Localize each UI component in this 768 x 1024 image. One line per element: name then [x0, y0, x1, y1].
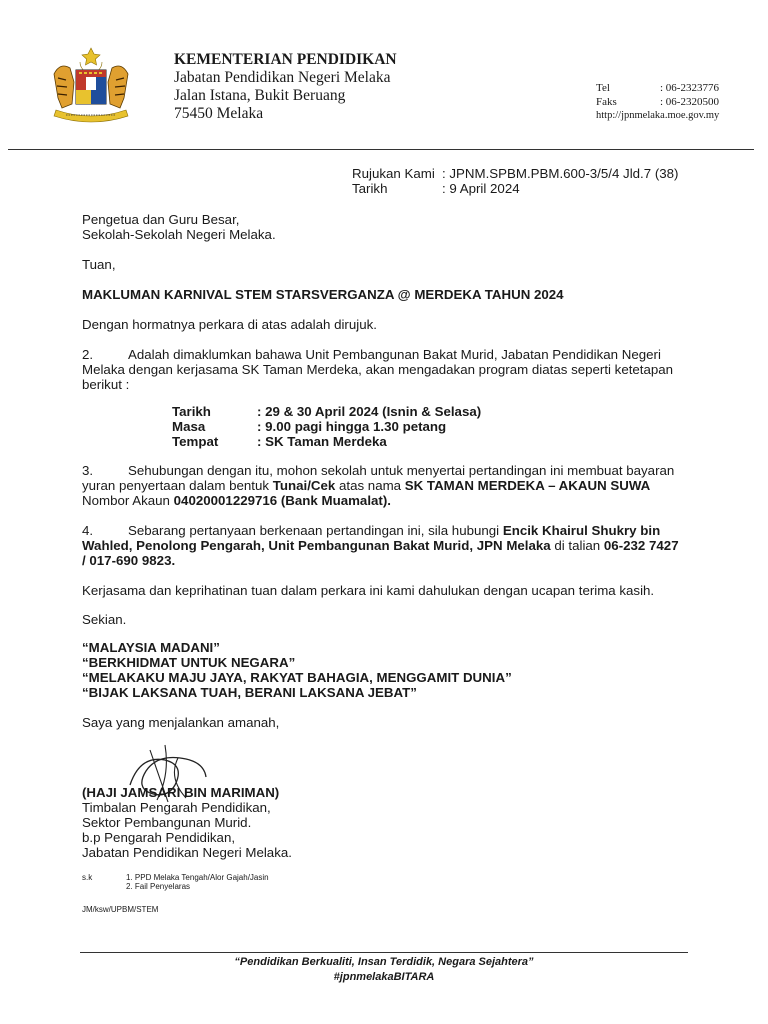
footer-divider	[80, 952, 688, 953]
para4-line-1: Sebarang pertanyaan berkenaan pertandingan ini, sila hubungi Encik Khairul Shukry bin	[128, 523, 661, 538]
website-link[interactable]: http://jpnmelaka.moe.gov.my	[596, 110, 720, 121]
para4-line-2: Wahled, Penolong Pengarah, Unit Pembangunan Bakat Murid, JPN Melaka di talian 06-232 7427	[82, 538, 679, 553]
signatory-title-1: Timbalan Pengarah Pendidikan,	[82, 800, 271, 815]
address-line-2: 75450 Melaka	[174, 105, 264, 122]
ref-value: : JPNM.SPBM.PBM.600-3/5/4 Jld.7 (38)	[442, 166, 679, 181]
detail-value-time: : 9.00 pagi hingga 1.30 petang	[257, 419, 447, 434]
para2-line-1: Adalah dimaklumkan bahawa Unit Pembangunan Bakat Murid, Jabatan Pendidikan Negeri	[128, 347, 661, 362]
detail-value-venue: : SK Taman Merdeka	[257, 434, 387, 449]
para3-number: 3.	[82, 463, 94, 478]
para2-number: 2.	[82, 347, 94, 362]
ref-label: Rujukan Kami	[352, 166, 435, 181]
signatory-name: (HAJI JAMSARI BIN MARIMAN)	[82, 785, 280, 800]
detail-label-date: Tarikh	[172, 404, 211, 419]
signatory-title-4: Jabatan Pendidikan Negeri Melaka.	[82, 845, 292, 860]
subject-heading: MAKLUMAN KARNIVAL STEM STARSVERGANZA @ MERDEKA TAHUN 2024	[82, 287, 564, 302]
cc-item-1: 1. PPD Melaka Tengah/Alor Gajah/Jasin	[126, 873, 269, 882]
para2-line-2: Melaka dengan kerjasama SK Taman Merdeka, akan mengadakan program diatas seperti ketetapan	[82, 362, 674, 377]
intro-paragraph: Dengan hormatnya perkara di atas adalah dirujuk.	[82, 317, 377, 332]
ministry-name: KEMENTERIAN PENDIDIKAN	[174, 51, 397, 68]
recipient-line-2: Sekolah-Sekolah Negeri Melaka.	[82, 227, 276, 242]
fax-value: : 06-2320500	[660, 96, 719, 108]
signatory-title-3: b.p Pengarah Pendidikan,	[82, 830, 236, 845]
para3-line-2: yuran penyertaan dalam bentuk Tunai/Cek atas nama SK TAMAN MERDEKA – AKAUN SUWA	[82, 478, 651, 493]
address-line-1: Jalan Istana, Bukit Beruang	[174, 87, 346, 104]
cc-item-2: 2. Fail Penyelaras	[126, 882, 191, 891]
date-label: Tarikh	[352, 181, 388, 196]
slogan-4: “BIJAK LAKSANA TUAH, BERANI LAKSANA JEBAT”	[82, 685, 417, 700]
para2-line-3: berikut :	[82, 377, 130, 392]
detail-label-time: Masa	[172, 419, 206, 434]
detail-label-venue: Tempat	[172, 434, 219, 449]
footer-hashtag: #jpnmelakaBITARA	[333, 971, 435, 983]
tel-label: Tel	[596, 82, 610, 94]
coat-of-arms-logo	[46, 44, 136, 124]
header-divider	[8, 149, 754, 150]
date-value: : 9 April 2024	[442, 181, 520, 196]
salutation: Tuan,	[82, 257, 116, 272]
para3-line-3: Nombor Akaun 04020001229716 (Bank Muamalat).	[82, 493, 391, 508]
sekian-text: Sekian.	[82, 612, 127, 627]
cc-label: s.k	[82, 873, 93, 882]
slogan-1: “MALAYSIA MADANI”	[82, 640, 220, 655]
slogan-3: “MELAKAKU MAJU JAYA, RAKYAT BAHAGIA, MENGGAMIT DUNIA”	[82, 670, 512, 685]
file-reference: JM/ksw/UPBM/STEM	[82, 905, 159, 914]
para4-line-3: / 017-690 9823.	[82, 553, 176, 568]
slogan-2: “BERKHIDMAT UNTUK NEGARA”	[82, 655, 296, 670]
amanah-text: Saya yang menjalankan amanah,	[82, 715, 280, 730]
detail-value-date: : 29 & 30 April 2024 (Isnin & Selasa)	[257, 404, 482, 419]
para3-line-1: Sehubungan dengan itu, mohon sekolah untuk menyertai pertandingan ini membuat bayaran	[128, 463, 675, 478]
closing-paragraph: Kerjasama dan keprihatinan tuan dalam perkara ini kami dahulukan dengan ucapan terima kasih.	[82, 583, 655, 598]
tel-value: : 06-2323776	[660, 82, 719, 94]
signatory-title-2: Sektor Pembangunan Murid.	[82, 815, 252, 830]
footer-motto: “Pendidikan Berkualiti, Insan Terdidik, Negara Sejahtera”	[234, 956, 534, 968]
para4-number: 4.	[82, 523, 94, 538]
recipient-line-1: Pengetua dan Guru Besar,	[82, 212, 240, 227]
department-name: Jabatan Pendidikan Negeri Melaka	[174, 69, 391, 86]
fax-label: Faks	[596, 96, 617, 108]
